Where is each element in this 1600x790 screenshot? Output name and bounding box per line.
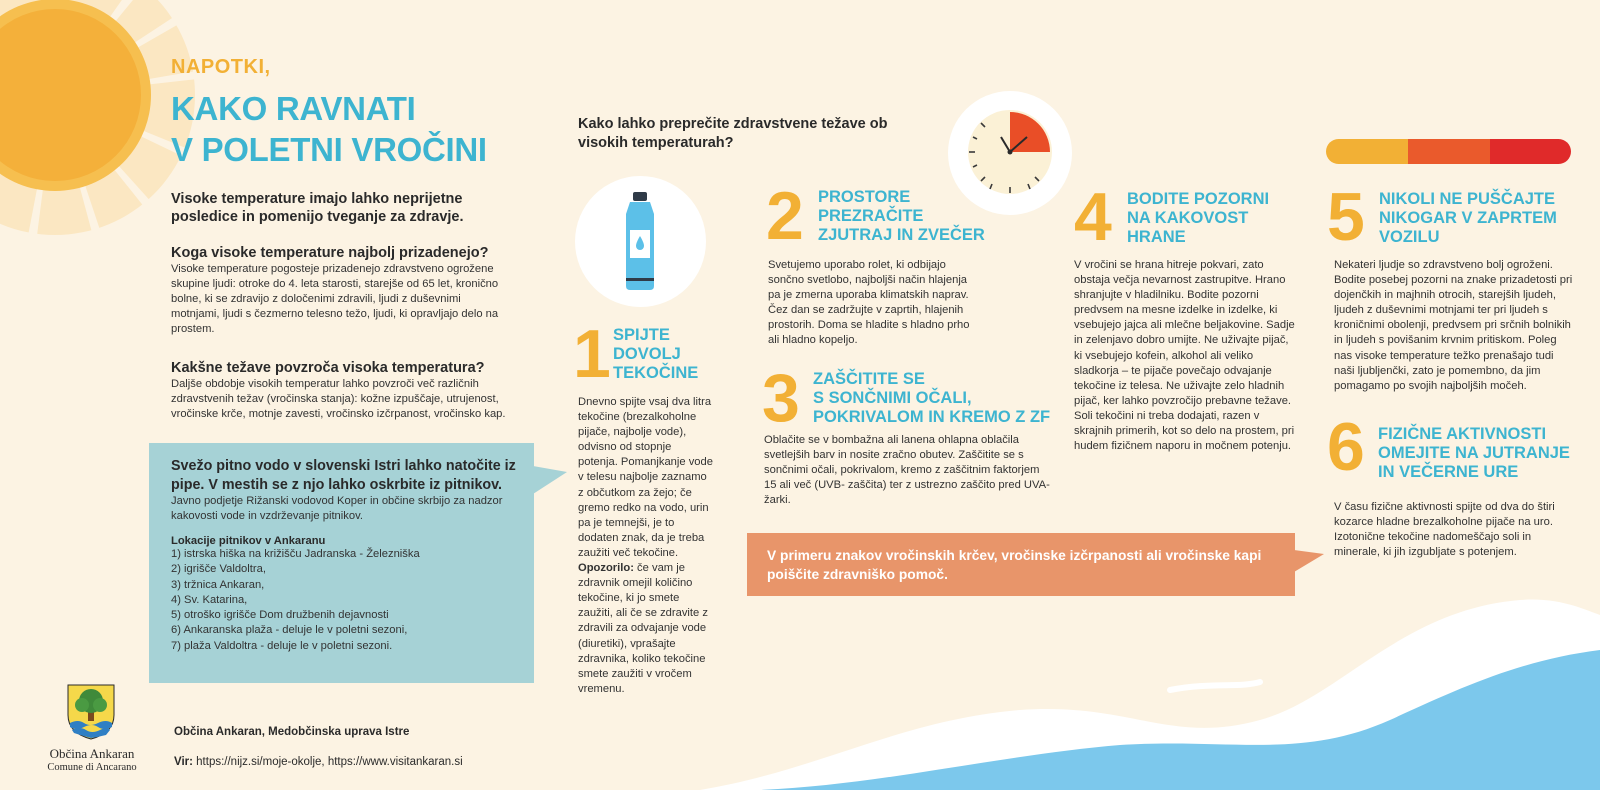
tip-title-line: BODITE POZORNI	[1127, 190, 1270, 208]
tip-title-line: FIZIČNE AKTIVNOSTI	[1378, 425, 1547, 443]
tip-5-body: Nekateri ljudje so zdravstveno bolj ogroženi. Bodite posebej pozorni na znake prizadetosti pri dojenčkih in majhnih otrocih, starejših ljudeh, ljudeh z duševnimi motnjami ter pri ljudeh s kroničnimi obolenji, predvsem pri srčnih bolnikih in ljudeh s povišanim krvnim pritiskom. Poleg nas visoke temperature težko prenašajo tudi naši ljubljenčki, zato je pomembno, da jim pomagamo po svojih najboljših močeh.	[1334, 259, 1573, 392]
tip-3-title	[813, 370, 1050, 427]
heat-scale-segment-low	[1326, 139, 1408, 164]
tip-title-line: S SONČNIMI OČALI,	[813, 389, 972, 407]
tip-title-line: POKRIVALOM IN KREMO Z ZF	[813, 408, 1051, 426]
tip-6-title	[1378, 425, 1570, 482]
tip-3-number: 3	[762, 360, 800, 436]
lead-text: Visoke temperature imajo lahko neprijetne posledice in pomenijo tveganje za zdravje.	[171, 191, 464, 225]
tip-title-line: PREZRAČITE	[818, 207, 924, 225]
location-item: 6) Ankaranska plaža - deluje le v poletni sezoni,	[171, 624, 408, 637]
location-item: 3) tržnica Ankaran,	[171, 578, 265, 591]
tip-6-number: 6	[1327, 409, 1365, 485]
who-body: Visoke temperature pogosteje prizadenejo zdravstveno ogrožene skupine ljudi: otroke do 4. leta starosti, starejše od 65 let, kronično bolne, ki se zdravijo z določenimi zdravili, ljudi z duševnimi motnjami, ljudi s čezmerno telesno težo, ljudi, ki opravljajo delo na prostem.	[171, 263, 499, 336]
location-item: 7) plaža Valdoltra - deluje le v poletni sezoni.	[171, 639, 393, 652]
alert-pointer	[1294, 550, 1324, 574]
tip-5-title	[1379, 190, 1557, 247]
tip-6-body: V času fizične aktivnosti spijte od dva do štiri kozarce hladne brezalkoholne pijače na uro. Izotonične tekočine nadomeščajo soli in minerale, ki jih izgubljate s potenjem.	[1334, 501, 1555, 559]
tip-title-line: SPIJTE	[613, 326, 670, 344]
drinking-water-box	[149, 443, 534, 683]
logo-name: Občina Ankaran	[49, 746, 135, 761]
location-item: 1) istrska hiška na križišču Jadranska - Železniška	[171, 548, 420, 560]
tip-title-line: TEKOČINE	[613, 364, 699, 382]
tip-4-number: 4	[1074, 179, 1112, 255]
tip-4-body: V vročini se hrana hitreje pokvari, zato obstaja večja nevarnost zastrupitve. Hrano shranjujte v hladilniku. Bodite pozorni predvsem na mesne izdelke in izdelke, ki vsebujejo jajca ali mlečne beljakovine. Sadje in zelenjavo dobro umijte. Ne uživajte pijač, ki vsebujejo kofein, alkohol ali veliko sladkorja – te pijače povečajo odvajanje tekočine iz telesa. Ne uživajte zelo hladnih pijač, ker lahko povzročijo prebavne težave. Soli tekočini ni treba dodajati, razen v skrajnih primerih, kot so delo na prostem, pri hudem fizičnem naporu in močnem potenju.	[1074, 259, 1295, 453]
locations-list	[171, 547, 516, 654]
water-title: Svežo pitno vodo v slovenski Istri lahko natočite iz pipe. V mestih se z njo lahko oskrbite iz pitnikov.	[171, 458, 516, 493]
tip-title-line: IN VEČERNE URE	[1378, 463, 1519, 481]
footer-source-links[interactable]: https://nijz.si/moje-okolje, https://www.visitankaran.si	[192, 756, 463, 768]
tip-title-line: VOZILU	[1379, 228, 1440, 246]
who-section	[171, 245, 506, 337]
tip-2-title	[818, 188, 985, 245]
kicker-label: NAPOTKI,	[171, 56, 271, 78]
tip-1-body	[578, 395, 713, 697]
heat-scale-bar	[1326, 139, 1571, 164]
tip-1-title	[613, 326, 698, 383]
tip-2-number: 2	[766, 178, 804, 254]
tip-5-number: 5	[1327, 179, 1365, 255]
page-title-line-1: KAKO RAVNATI	[171, 90, 416, 127]
tip-4-title	[1127, 190, 1269, 247]
tip-title-line: NA KAKOVOST	[1127, 209, 1249, 227]
location-item: 4) Sv. Katarina,	[171, 593, 248, 606]
page-title-line-2: V POLETNI VROČINI	[171, 131, 487, 168]
footer-source-label: Vir:	[174, 756, 193, 768]
question-heading: Kako lahko preprečite zdravstvene težave ob visokih temperaturah?	[578, 116, 888, 151]
problems-heading: Kakšne težave povzroča visoka temperatura?	[171, 360, 485, 376]
tip-title-line: HRANE	[1127, 228, 1186, 246]
tip-1-warning: če vam je zdravnik omejil količino tekočine, ki jo smete zaužiti, ali če se zdravite z zdravili za odvajanje vode (diuretiki), vprašajte zdravnika, koliko tekočine smete zaužiti v vročem vremenu.	[578, 562, 708, 695]
ankaran-coat-of-arms-icon	[66, 683, 116, 741]
location-item: 2) igrišče Valdoltra,	[171, 563, 266, 576]
locations-heading: Lokacije pitnikov v Ankaranu	[171, 535, 326, 547]
footer-organization: Občina Ankaran, Medobčinska uprava Istre	[174, 726, 410, 738]
logo-subname: Comune di Ancarano	[47, 762, 137, 773]
tip-2-body: Svetujemo uporabo rolet, ki odbijajo sončno svetlobo, najboljši način hlajenja pa je zmerna uporaba klimatskih naprav. Čez dan se zadržujte v zaprtih, hlajenih prostorih. Doma se hladite s hladno prho ali hladno kopeljo.	[768, 259, 970, 347]
who-heading: Koga visoke temperature najbolj prizadenejo?	[171, 245, 489, 261]
clock-icon	[965, 107, 1055, 197]
tip-title-line: OMEJITE NA JUTRANJE	[1378, 444, 1570, 462]
tip-title-line: NIKOLI NE PUŠČAJTE	[1379, 190, 1556, 208]
water-bottle-icon	[620, 192, 660, 292]
page-title	[171, 88, 511, 170]
tip-1-text: Dnevno spijte vsaj dva litra tekočine (brezalkoholne pijače, najbolje vode), odvisno od stopnje potenja. Pomanjkanje vode v telesu najbolje zaznamo z občutkom za žejo; če gremo redko na vodo, urin pa je temnejši, je to dodaten znak, da je treba zaužiti več tekočine.	[578, 396, 713, 559]
heat-scale-segment-mid	[1408, 139, 1490, 164]
location-item: 5) otroško igrišče Dom družbenih dejavnosti	[171, 609, 389, 622]
alert-text: V primeru znakov vročinskih krčev, vročinske izčrpanosti ali vročinske kapi poiščite zdravniško pomoč.	[767, 548, 1262, 582]
footer-sources	[174, 756, 463, 768]
bottle-circle	[575, 176, 706, 307]
medical-help-alert	[747, 533, 1295, 596]
tip-title-line: ZAŠČITITE SE	[813, 370, 925, 388]
tip-1-warning-label: Opozorilo:	[578, 562, 634, 575]
water-box-pointer	[533, 466, 567, 496]
tip-title-line: PROSTORE	[818, 188, 911, 206]
tip-title-line: NIKOGAR V ZAPRTEM	[1379, 209, 1557, 227]
problems-body: Daljše obdobje visokih temperatur lahko povzroči več različnih zdravstvenih težav (vročinska stanja): kožne izpuščaje, utrujenost, vročinske krče, motnje zavesti, vročinsko izčrpanost, vročinsko kap.	[171, 378, 506, 421]
problems-section	[171, 360, 516, 422]
tip-1-number: 1	[573, 316, 611, 392]
tip-title-line: DOVOLJ	[613, 345, 681, 363]
tip-title-line: ZJUTRAJ IN ZVEČER	[818, 226, 985, 244]
heat-scale-segment-high	[1490, 139, 1571, 164]
tip-3-body: Oblačite se v bombažna ali lanena ohlapna oblačila svetlejših barv in nosite zračno obutev. Zaščitite se s sončnimi očali, pokrivalom, kremo z zaščitnim faktorjem 15 ali več (UVB- zaščita) ter z ustrezno zaščito pred UVA-žarki.	[764, 434, 1050, 507]
sea-waves-decoration	[700, 570, 1600, 790]
water-body: Javno podjetje Rižanski vodovod Koper in občine skrbijo za nadzor kakovosti vode in vzdrževanje pitnikov.	[171, 495, 503, 522]
